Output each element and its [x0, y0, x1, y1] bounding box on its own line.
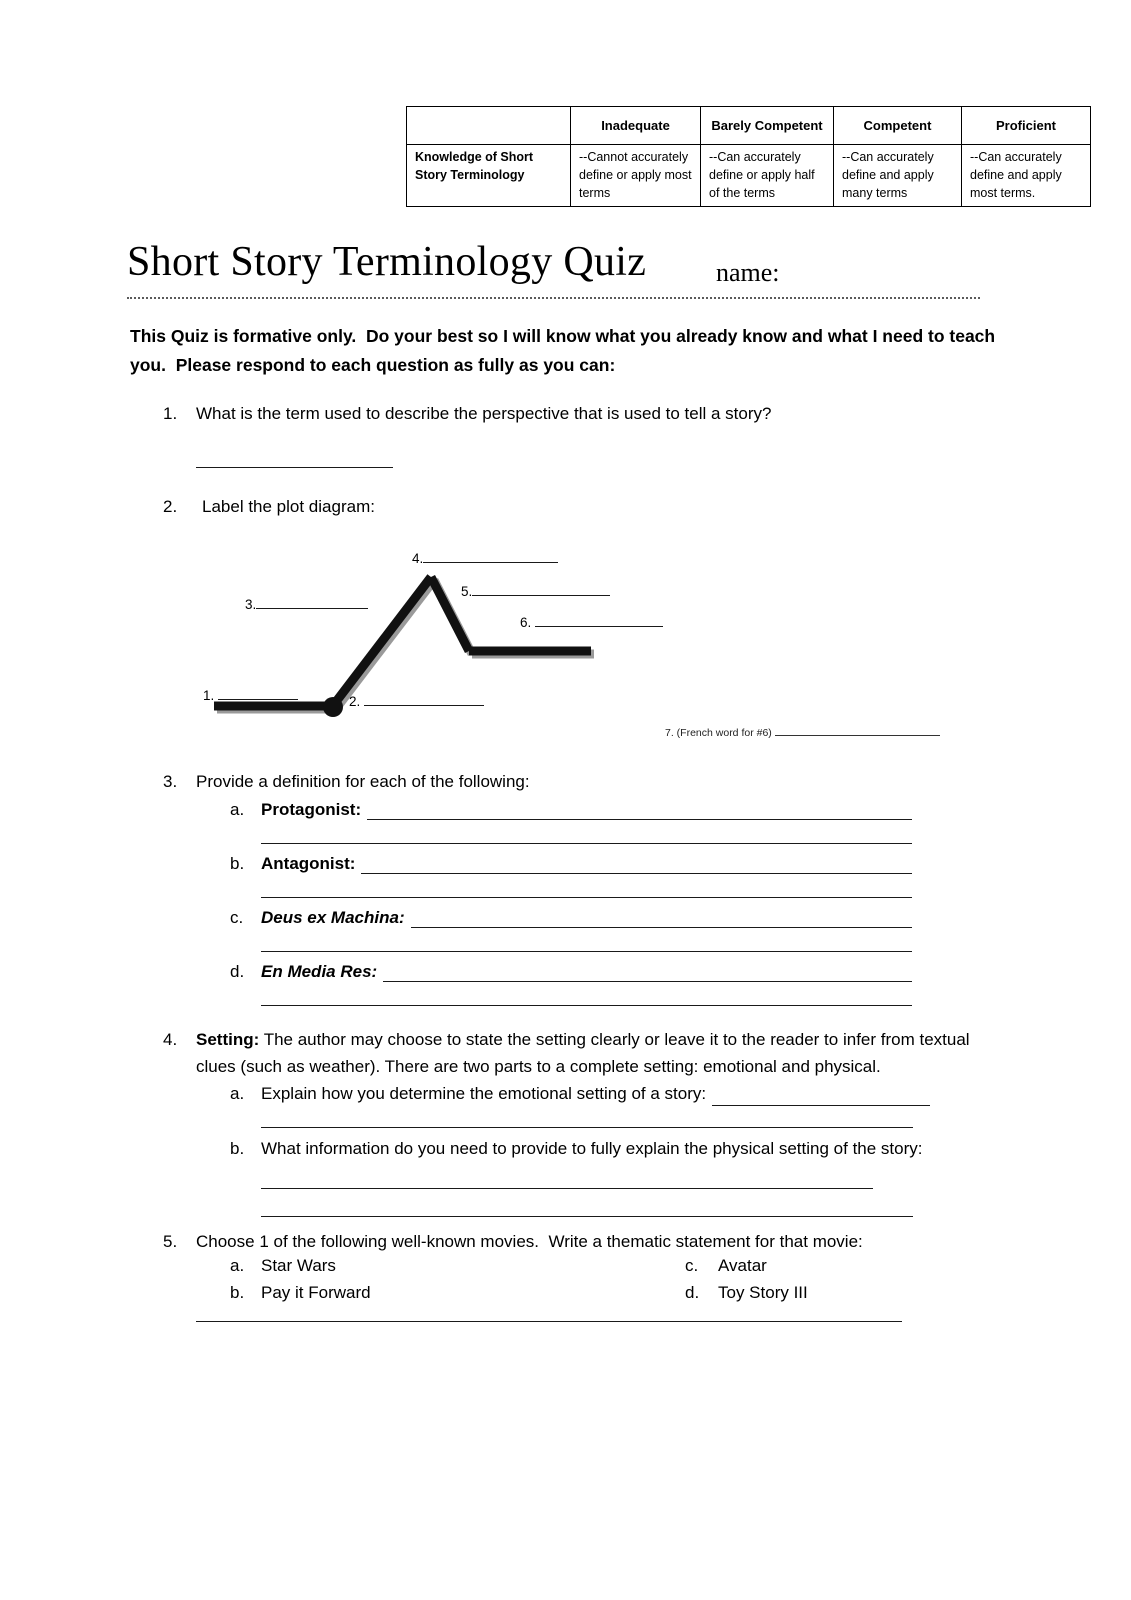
question-2-text: Label the plot diagram: — [202, 497, 375, 516]
rubric-header-competent: Competent — [834, 107, 962, 145]
plot-label-3 — [245, 597, 368, 612]
rubric-header-row — [407, 107, 1091, 145]
inciting-incident-dot — [323, 697, 343, 717]
question-4 — [163, 1026, 983, 1080]
plot-label-7-blank[interactable] — [775, 728, 940, 736]
option-label: Toy Story III — [718, 1283, 808, 1302]
item-letter: b. — [230, 1139, 245, 1158]
question-4a-text: Explain how you determine the emotional setting of a story: — [261, 1084, 707, 1103]
option-avatar — [685, 1256, 767, 1283]
protagonist-answer-line-2[interactable] — [261, 820, 912, 844]
antagonist-answer-blank[interactable] — [361, 854, 912, 874]
plot-label-2-number: 2. — [349, 694, 361, 709]
plot-label-3-blank[interactable] — [256, 598, 368, 609]
antagonist-answer-line-2[interactable] — [261, 874, 912, 898]
rubric-header-barely-competent: Barely Competent — [701, 107, 834, 145]
plot-label-2-blank[interactable] — [364, 695, 484, 706]
item-letter: d. — [230, 962, 245, 981]
question-2 — [163, 493, 763, 520]
question-4a-answer-blank[interactable] — [712, 1088, 930, 1106]
spacer — [230, 1128, 930, 1137]
options-row-1 — [230, 1256, 950, 1283]
rubric-cell-inadequate: --Cannot accurately define or apply most terms — [571, 145, 701, 207]
plot-label-4-blank[interactable] — [423, 552, 558, 563]
setting-description: The author may choose to state the setting clearly or leave it to the reader to infer from textual clues (such as weather). There are two parts to a complete setting: emotional and physical. — [196, 1030, 970, 1076]
question-5-answer-blank[interactable] — [196, 1300, 902, 1322]
plot-label-5-number: 5. — [461, 584, 473, 599]
definition-item-deus-ex-machina — [230, 900, 912, 952]
question-4-number: 4. — [163, 1030, 178, 1049]
option-letter: a. — [230, 1256, 245, 1275]
plot-label-7-french-note — [665, 727, 940, 739]
rubric-header-proficient: Proficient — [962, 107, 1091, 145]
page-title: Short Story Terminology Quiz — [127, 239, 647, 285]
plot-label-1-blank[interactable] — [218, 689, 298, 700]
plot-diagram — [200, 540, 930, 745]
option-letter: d. — [685, 1283, 700, 1302]
option-label: Pay it Forward — [261, 1283, 371, 1302]
question-4b — [230, 1137, 930, 1217]
question-4b-answer-line-1[interactable] — [261, 1161, 873, 1189]
plot-label-4 — [412, 551, 558, 566]
deus-ex-machina-answer-line-2[interactable] — [261, 928, 912, 952]
question-4b-answer-line-2[interactable] — [261, 1189, 913, 1217]
question-3 — [163, 768, 863, 795]
plot-label-1-number: 1. — [203, 688, 215, 703]
term-antagonist: Antagonist: — [261, 854, 356, 873]
question-3-items — [230, 792, 912, 1008]
en-media-res-answer-line-2[interactable] — [261, 982, 912, 1006]
plot-label-3-number: 3. — [245, 597, 257, 612]
plot-diagram-lines — [200, 540, 930, 745]
item-letter: b. — [230, 854, 245, 873]
term-protagonist: Protagonist: — [261, 800, 362, 819]
question-1-answer-blank[interactable] — [196, 447, 393, 468]
en-media-res-answer-blank[interactable] — [383, 962, 912, 982]
rubric-corner-cell — [407, 107, 571, 145]
item-letter: a. — [230, 800, 245, 819]
question-1-number: 1. — [163, 404, 178, 423]
setting-term: Setting: — [196, 1030, 260, 1049]
rubric-table — [406, 106, 1091, 207]
question-4a-answer-line-2[interactable] — [261, 1106, 913, 1128]
plot-label-6-number: 6. — [520, 615, 532, 630]
question-2-number: 2. — [163, 497, 178, 516]
plot-label-2 — [349, 694, 484, 709]
definition-item-en-media-res — [230, 954, 912, 1006]
question-3-text: Provide a definition for each of the following: — [196, 772, 530, 791]
plot-label-4-number: 4. — [412, 551, 424, 566]
option-star-wars — [230, 1256, 685, 1283]
deus-ex-machina-answer-blank[interactable] — [411, 908, 912, 928]
plot-label-5-blank[interactable] — [472, 585, 610, 596]
question-3-number: 3. — [163, 772, 178, 791]
question-5-text: Choose 1 of the following well-known movies. Write a thematic statement for that movie: — [196, 1232, 863, 1251]
question-4-text — [196, 1026, 983, 1080]
question-4b-text: What information do you need to provide to fully explain the physical setting of the story: — [261, 1139, 923, 1158]
plot-label-6-blank[interactable] — [535, 616, 663, 627]
rubric-row-header: Knowledge of Short Story Terminology — [407, 145, 571, 207]
protagonist-answer-blank[interactable] — [367, 800, 912, 820]
name-label: name: — [716, 258, 780, 287]
plot-label-1 — [203, 688, 298, 703]
question-4a — [230, 1082, 930, 1128]
question-1-text: What is the term used to describe the perspective that is used to tell a story? — [196, 404, 772, 423]
rubric-cell-proficient: --Can accurately define and apply most terms. — [962, 145, 1091, 207]
question-5 — [163, 1228, 993, 1255]
option-letter: c. — [685, 1256, 699, 1275]
rubric-data-row — [407, 145, 1091, 207]
item-letter: a. — [230, 1084, 245, 1103]
option-label: Avatar — [718, 1256, 767, 1275]
question-5-number: 5. — [163, 1232, 178, 1251]
plot-label-7-text: 7. (French word for #6) — [665, 727, 772, 739]
item-letter: c. — [230, 908, 244, 927]
definition-item-antagonist — [230, 846, 912, 898]
rubric-cell-barely-competent: --Can accurately define or apply half of the terms — [701, 145, 834, 207]
term-en-media-res: En Media Res: — [261, 962, 378, 981]
rubric-header-inadequate: Inadequate — [571, 107, 701, 145]
rubric-cell-competent: --Can accurately define and apply many terms — [834, 145, 962, 207]
title-divider — [127, 297, 980, 299]
option-letter: b. — [230, 1283, 245, 1302]
definition-item-protagonist — [230, 792, 912, 844]
plot-label-5 — [461, 584, 610, 599]
question-1 — [163, 400, 993, 427]
plot-label-6 — [520, 615, 663, 630]
intro-text: This Quiz is formative only. Do your best so I will know what you already know and what I need to teach you. Please respond to each question as fully as you can: — [130, 326, 1000, 375]
question-4-items — [230, 1082, 930, 1217]
option-label: Star Wars — [261, 1256, 336, 1275]
term-deus-ex-machina: Deus ex Machina: — [261, 908, 405, 927]
